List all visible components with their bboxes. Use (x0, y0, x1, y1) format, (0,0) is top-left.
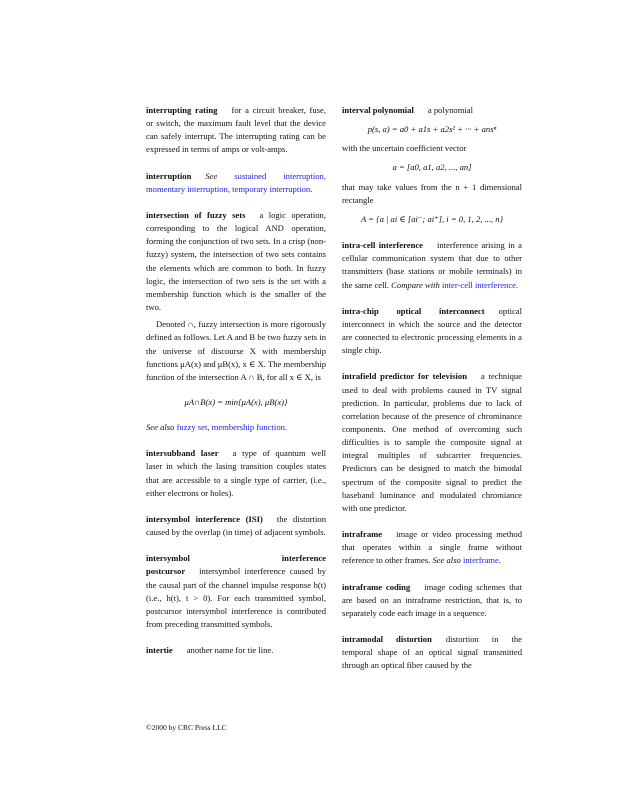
entry-definition: image or video processing method that operates within a single frame without reference to other frames. (342, 529, 522, 566)
entry-term: intraframe coding (342, 581, 411, 592)
entry-definition: the distortion caused by the overlap (in time) of adjacent symbols. (146, 513, 326, 538)
cross-reference-link[interactable]: sustained interruption, momentary interruption, temporary interruption (146, 170, 326, 194)
punctuation: . (498, 555, 501, 566)
entry-term: intersection of fuzzy sets (146, 209, 246, 220)
entry-isi-postcursor (146, 552, 326, 631)
entry-text: with the uncertain coefficient vector (342, 143, 467, 154)
entry-intertie (146, 644, 326, 657)
entry-intra-cell-interference (342, 239, 522, 292)
entry-definition: a polynomial (427, 105, 473, 115)
entry-interval-polynomial (342, 104, 522, 226)
entry-term: intraframe (342, 529, 383, 540)
entry-definition: intersymbol interference caused by the causal part of the channel impulse response h(t) (i.e., h(t), t > 0). For each transmitted symbol, postcursor intersymbol interference is contributed from preceding transmitted symbols. (146, 566, 326, 629)
entry-isi (146, 513, 326, 539)
entry-definition: optical interconnect in which the source and the detector are connected to electronic processing elements in a single chip. (342, 305, 522, 356)
see-label: See (205, 170, 218, 181)
entry-term: intersymbol interference postcursor (146, 553, 326, 577)
equation: a = [a0, a1, a2, ..., an] (392, 162, 472, 173)
entry-text: that may take values from the n + 1 dimensional rectangle (342, 181, 522, 205)
entry-term: intra-cell interference (342, 240, 423, 251)
equation: μA∩B(x) = min{μA(x), μB(x)} (184, 396, 288, 407)
entry-term: intersymbol interference (ISI) (146, 513, 263, 524)
entry-intraframe-coding (342, 581, 522, 620)
entry-paragraph: Denoted ∩, fuzzy intersection is more rigorously defined as follows. Let A and B be two fuzzy sets in the universe of discourse X with membership functions μA(x) and μB(x), x ∈ X. The membership function of the intersection A ∩ B, for all x ∈ X, is (146, 319, 326, 382)
cross-reference-link[interactable]: fuzzy set, membership function (176, 422, 285, 433)
entry-term: intertie (146, 645, 173, 656)
entry-term: intrafield predictor for television (342, 371, 467, 382)
entry-definition: image coding schemes that are based on an intraframe restriction, that is, to separately code each image in a sequence. (342, 581, 522, 618)
entry-interruption (146, 170, 326, 196)
punctuation: . (515, 279, 519, 290)
cross-reference-link[interactable]: inter-cell interference (441, 279, 516, 290)
entry-definition: for a circuit breaker, fuse, or switch, the maximum fault level that the device can safely interrupt. The interrupting rating can be expressed in terms of amps or volt-amps. (146, 105, 326, 155)
entry-definition: distortion in the temporal shape of an optical signal transmitted through an optical fiber caused by the (342, 634, 522, 671)
see-label: See also (146, 422, 175, 433)
punctuation: . (310, 183, 313, 194)
cross-reference-link[interactable]: interframe (463, 555, 499, 566)
entry-intersubband-laser (146, 447, 326, 500)
entry-definition: a logic operation, corresponding to the logical AND operation, forming the conjunction of two sets. In a crisp (non-fuzzy) system, the intersection of two sets contains the elements which are common to both. In fuzzy logic, the intersection of two sets is the set with a membership function which is the smaller of the two. (146, 209, 326, 313)
see-label: Compare with (391, 279, 440, 290)
entry-term: intersubband laser (146, 448, 219, 459)
entry-term: intramodal distortion (342, 634, 432, 644)
see-label: See also (432, 555, 461, 566)
entry-intramodal-distortion (342, 633, 522, 672)
entry-term: intra-chip optical interconnect (342, 305, 485, 316)
copyright-footer: ©2000 by CRC Press LLC (146, 723, 227, 732)
right-column (342, 104, 522, 685)
entry-definition: a type of quantum well laser in which the lasing transition couples states that are accessible to a single type of carrier, (i.e., either electrons or holes). (146, 448, 326, 498)
entry-term: interval polynomial (342, 105, 414, 115)
entry-definition: another name for tie line. (186, 645, 274, 656)
entry-intraframe (342, 528, 522, 567)
equation: p(s, a) = a0 + a1s + a2s² + ··· + ansⁿ (367, 124, 497, 135)
entry-intrafield-predictor (342, 370, 522, 515)
entry-intra-chip-optical-interconnect (342, 305, 522, 358)
entry-term: interruption (146, 170, 192, 181)
entry-interrupting-rating (146, 104, 326, 157)
entry-term: interrupting rating (146, 105, 218, 115)
punctuation: . (284, 422, 288, 433)
equation: A = {a | ai ∈ [ai⁻; ai⁺], i = 0, 1, 2, ..., n} (360, 213, 504, 224)
entry-intersection-of-fuzzy-sets (146, 209, 326, 434)
entry-definition: a technique used to deal with problems caused in TV signal prediction. In particular, problems due to lack of correlation because of the presence of chrominance components. One method of overcoming such difficulties is to sample the composite signal at integral multiples of subcarrier frequencies. Predictors can be designed to match the bimodal spectrum of the composite signal to predict the baseband luminance and modulated chromiance with one predictor. (342, 371, 522, 513)
entry-definition: interference arising in a cellular communication system that due to other transmitters (base stations or mobile terminals) in the same cell. (342, 240, 522, 290)
left-column (146, 104, 326, 670)
